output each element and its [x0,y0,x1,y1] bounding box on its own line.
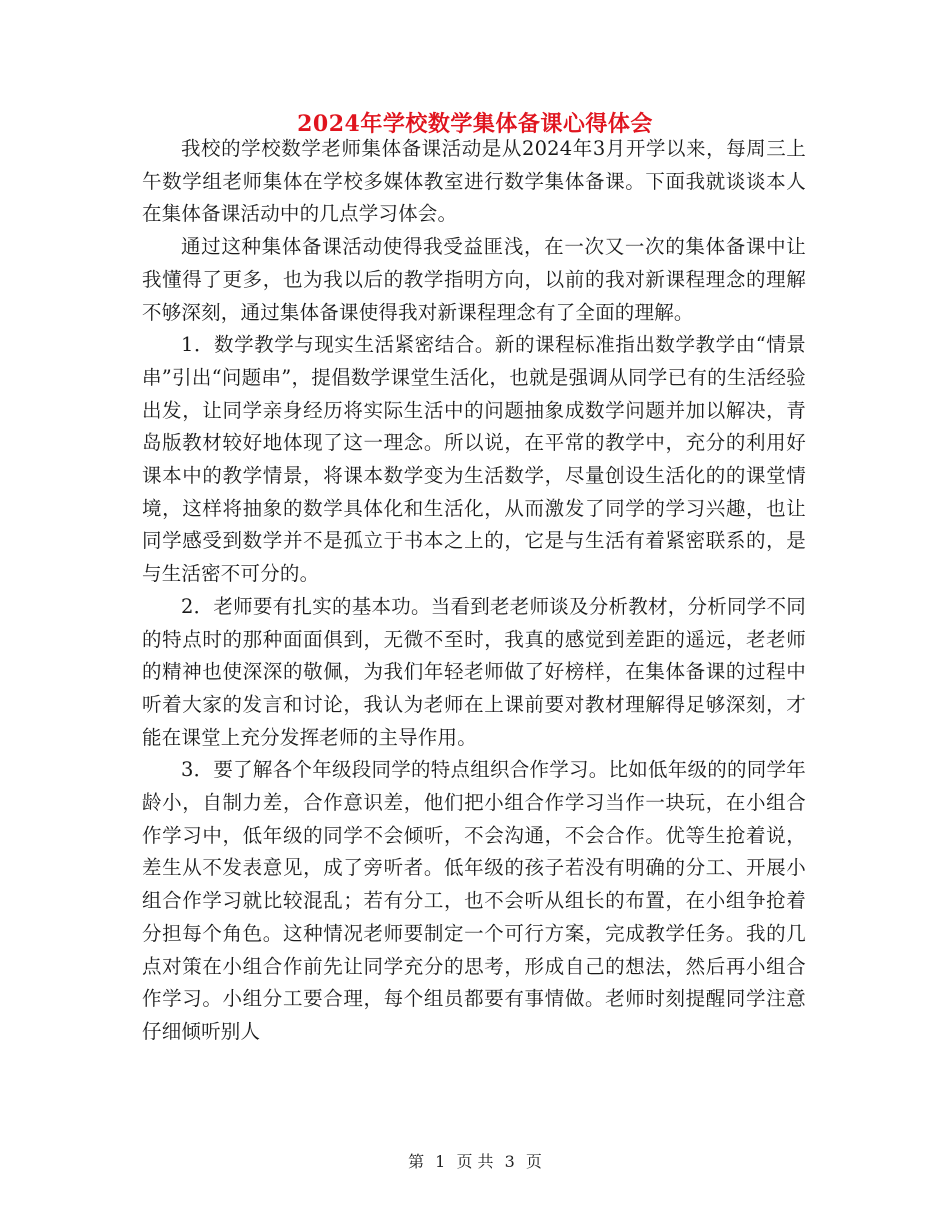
footer-prefix: 第 [408,1152,425,1171]
document-body [142,133,806,1049]
paragraph-point-2: 2．老师要有扎实的基本功。当看到老老师谈及分析教材，分析同学不同的特点时的那种面面俱到，无微不至时，我真的感觉到差距的遥远，老老师的精神也使深深的敬佩，为我们年轻老师做了好榜样，在集体备课的过程中听着大家的发言和讨论，我认为老师在上课前要对教材理解得足够深刻，才能在课堂上充分发挥老师的主导作用。 [142,594,806,749]
footer-mid: 页 共 [456,1152,494,1171]
paragraph-intro: 我校的学校数学老师集体备课活动是从2024年3月开学以来，每周三上午数学组老师集体在学校多媒体教室进行数学集体备课。下面我就谈谈本人在集体备课活动中的几点学习体会。 [142,137,806,226]
footer-current-page: 1 [435,1152,446,1171]
paragraph-point-3: 3．要了解各个年级段同学的特点组织合作学习。比如低年级的的同学年龄小，自制力差，合作意识差，他们把小组合作学习当作一块玩，在小组合作学习中，低年级的同学不会倾听，不会沟通，不会合作。优等生抢着说，差生从不发表意见，成了旁听者。低年级的孩子若没有明确的分工、开展小组合作学习就比较混乱；若有分工，也不会听从组长的布置，在小组争抢着分担每个角色。这种情况老师要制定一个可行方案，完成教学任务。我的几点对策在小组合作前先让同学充分的思考，形成自己的想法，然后再小组合作学习。小组分工要合理，每个组员都要有事情做。老师时刻提醒同学注意仔细倾听别人 [142,758,806,1043]
paragraph-point-1: 1．数学教学与现实生活紧密结合。新的课程标准指出数学教学由“情景串”引出“问题串”，提倡数学课堂生活化，也就是强调从同学已有的生活经验出发，让同学亲身经历将实际生活中的问题抽象成数学问题并加以解决，青岛版教材较好地体现了这一理念。所以说，在平常的教学中，充分的利用好课本中的教学情景，将课本数学变为生活数学，尽量创设生活化的的课堂情境，这样将抽象的数学具体化和生活化，从而激发了同学的学习兴趣，也让同学感受到数学并不是孤立于书本之上的，它是与生活有着紧密联系的，是与生活密不可分的。 [142,333,806,586]
document-title: 2024年学校数学集体备课心得体会 [297,111,653,137]
footer-total-pages: 3 [504,1152,515,1171]
footer-suffix: 页 [525,1152,542,1171]
page-footer [0,1150,950,1174]
paragraph-benefit: 通过这种集体备课活动使得我受益匪浅，在一次又一次的集体备课中让我懂得了更多，也为我以后的教学指明方向，以前的我对新课程理念的理解不够深刻，通过集体备课使得我对新课程理念有了全面的理解。 [142,235,806,324]
